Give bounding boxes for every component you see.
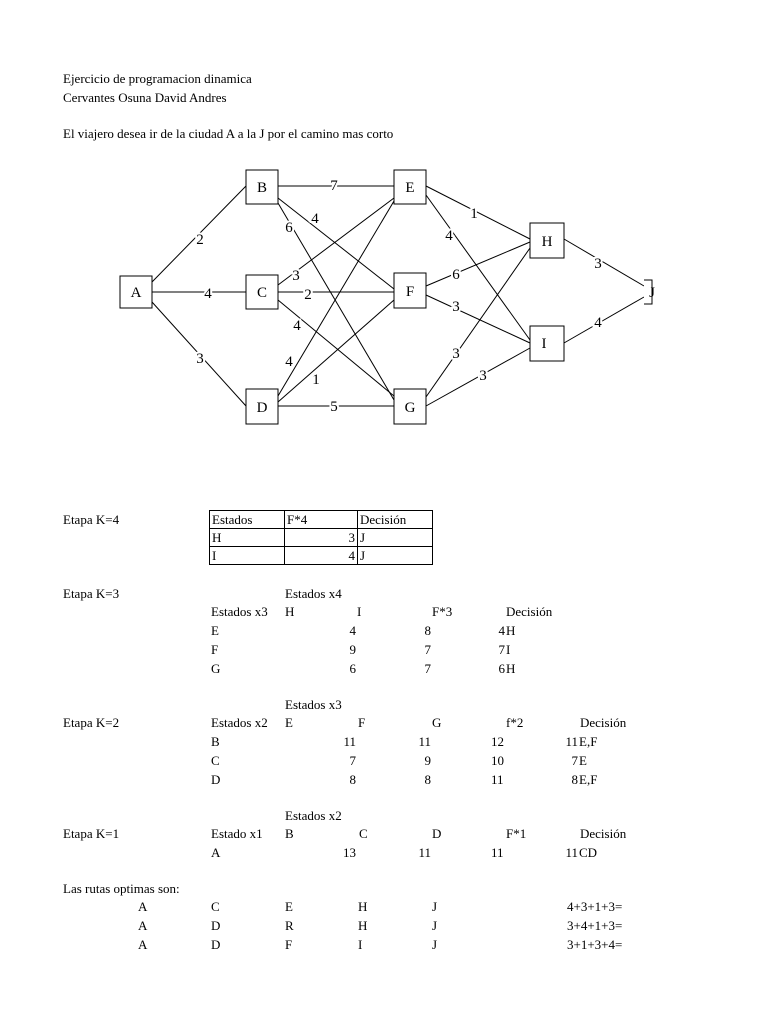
table-cell: F [211, 642, 219, 657]
route-node: H [358, 918, 368, 933]
route-node: H [358, 899, 368, 914]
table-cell: 7 [424, 661, 431, 676]
edge-f-h [426, 242, 530, 286]
table-row [210, 547, 433, 565]
weight-g-i: 3 [479, 368, 487, 384]
stage-k4-table [209, 510, 433, 565]
node-label-b: B [256, 180, 268, 196]
table-cell: 11 [418, 845, 431, 860]
route-node: J [432, 899, 438, 914]
table-cell: B [211, 734, 220, 749]
weight-c-f: 2 [304, 287, 312, 303]
edge-g-h [426, 248, 530, 397]
table-cell: 6 [349, 661, 356, 676]
table-header-row [210, 511, 433, 529]
table-header: F [358, 715, 366, 730]
weight-h-j: 3 [594, 256, 602, 272]
table-cell: H [210, 529, 285, 547]
table-cell: E,F [579, 772, 598, 787]
table-cell: 4 [285, 547, 358, 565]
table-header: D [432, 826, 442, 841]
node-label-a: A [130, 285, 142, 301]
table-cell: A [211, 845, 221, 860]
stage-k2-label: Etapa K=2 [63, 715, 120, 730]
node-label-i: I [541, 336, 547, 352]
edge-g-i [426, 348, 530, 406]
table-header: f*2 [506, 715, 524, 730]
table-cell: 6 [498, 661, 505, 676]
table-cell: 11 [565, 734, 578, 749]
route-node: F [285, 937, 293, 952]
table-cell: 11 [491, 845, 504, 860]
table-cell: 7 [349, 753, 356, 768]
weight-f-h: 6 [452, 267, 460, 283]
node-label-d: D [256, 400, 268, 416]
route-node: E [285, 899, 293, 914]
table-cell: 8 [571, 772, 578, 787]
route-node: J [432, 937, 438, 952]
table-header: I [357, 604, 362, 619]
table-cell: J [358, 547, 433, 565]
table-cell: 10 [491, 753, 504, 768]
route-node: I [358, 937, 363, 952]
table-cell: G [211, 661, 221, 676]
table-cell: D [211, 772, 221, 787]
table-cell: 8 [424, 623, 431, 638]
weight-b-e: 7 [330, 178, 338, 194]
weight-a-c: 4 [204, 286, 212, 302]
table-cell: I [506, 642, 511, 657]
table-cell: 7 [571, 753, 578, 768]
edge-i-j [564, 297, 644, 343]
route-node: J [432, 918, 438, 933]
route-node: D [211, 937, 221, 952]
route-sum: 4+3+1+3= [567, 899, 623, 914]
table-cell: 11 [491, 772, 504, 787]
table-header: E [285, 715, 293, 730]
weight-b-f: 4 [311, 211, 319, 227]
node-i [530, 326, 564, 361]
table-header: Decisión [506, 604, 553, 619]
table-header: Estados x2 [211, 715, 268, 730]
table-cell: J [358, 529, 433, 547]
table-cell: E,F [579, 734, 598, 749]
table-cell: 4 [349, 623, 356, 638]
table-cell: 9 [424, 753, 431, 768]
weight-f-i: 3 [452, 299, 460, 315]
table-cell: E [579, 753, 587, 768]
table-cell: 13 [343, 845, 356, 860]
table-cell: 3 [285, 529, 358, 547]
edge-b-g [278, 203, 394, 400]
weight-d-g: 5 [330, 399, 338, 415]
stage-k4-label: Etapa K=4 [63, 512, 120, 527]
weight-a-b: 2 [196, 232, 204, 248]
table-cell: H [506, 661, 516, 676]
edge-e-i [426, 195, 530, 340]
table-header: Estado x1 [211, 826, 263, 841]
weight-c-g: 4 [293, 318, 301, 334]
document-title: Ejercicio de programacion dinamica [63, 71, 252, 86]
route-node: C [211, 899, 220, 914]
weight-g-h: 3 [452, 346, 460, 362]
table-cell: 7 [424, 642, 431, 657]
edge-h-j [564, 239, 644, 286]
stage-k3-label: Etapa K=3 [63, 586, 120, 601]
node-label-c: C [256, 285, 268, 301]
table-header: F*1 [506, 826, 527, 841]
table-header: F*4 [285, 511, 358, 529]
routes-label: Las rutas optimas son: [63, 881, 180, 896]
route-node: D [211, 918, 221, 933]
table-header: F*3 [432, 604, 453, 619]
stage-k1-label: Etapa K=1 [63, 826, 120, 841]
table-row [210, 529, 433, 547]
table-header: H [285, 604, 295, 619]
node-label-h: H [541, 234, 553, 250]
table-header: G [432, 715, 442, 730]
edge-e-h [426, 186, 530, 239]
node-label-e: E [405, 180, 415, 196]
table-cell: H [506, 623, 516, 638]
table-header: B [285, 826, 294, 841]
weight-b-g: 6 [285, 220, 293, 236]
node-label-f: F [405, 284, 415, 300]
weight-e-i: 4 [445, 228, 453, 244]
table-header: Decisión [358, 511, 433, 529]
node-label-j: J [649, 285, 655, 301]
route-sum: 3+4+1+3= [567, 918, 623, 933]
table-header: Decisión [580, 826, 627, 841]
table-header: Estados x3 [211, 604, 268, 619]
route-node: A [138, 937, 148, 952]
stage-k1-group: Estados x2 [285, 808, 342, 823]
edge-d-e [278, 201, 394, 396]
table-cell: 7 [498, 642, 505, 657]
table-cell: 8 [424, 772, 431, 787]
route-sum: 3+1+3+4= [567, 937, 623, 952]
route-node: A [138, 899, 148, 914]
problem-statement: El viajero desea ir de la ciudad A a la J por el camino mas corto [63, 126, 394, 141]
weight-a-d: 3 [196, 351, 204, 367]
edge-c-g [278, 300, 394, 396]
weight-c-e: 3 [292, 268, 300, 284]
weight-i-j: 4 [594, 315, 602, 331]
node-label-g: G [404, 400, 416, 416]
table-cell: I [210, 547, 285, 565]
stage-k2-group: Estados x3 [285, 697, 342, 712]
stage-k3-group: Estados x4 [285, 586, 342, 601]
table-cell: E [211, 623, 219, 638]
table-cell: 11 [565, 845, 578, 860]
table-cell: 4 [498, 623, 505, 638]
author-name: Cervantes Osuna David Andres [63, 90, 227, 105]
edge-d-f [278, 300, 394, 402]
shortest-path-graph [0, 0, 768, 450]
route-node: A [138, 918, 148, 933]
table-cell: CD [579, 845, 598, 860]
table-header: C [359, 826, 368, 841]
table-cell: 12 [491, 734, 504, 749]
table-cell: 11 [418, 734, 431, 749]
table-cell: C [211, 753, 220, 768]
table-cell: 8 [349, 772, 356, 787]
weight-d-f: 1 [312, 372, 320, 388]
weight-e-h: 1 [470, 206, 478, 222]
table-cell: 11 [343, 734, 356, 749]
table-header: Decisión [580, 715, 627, 730]
table-cell: 9 [349, 642, 356, 657]
route-node: R [285, 918, 294, 933]
table-header: Estados [210, 511, 285, 529]
weight-d-e: 4 [285, 354, 293, 370]
